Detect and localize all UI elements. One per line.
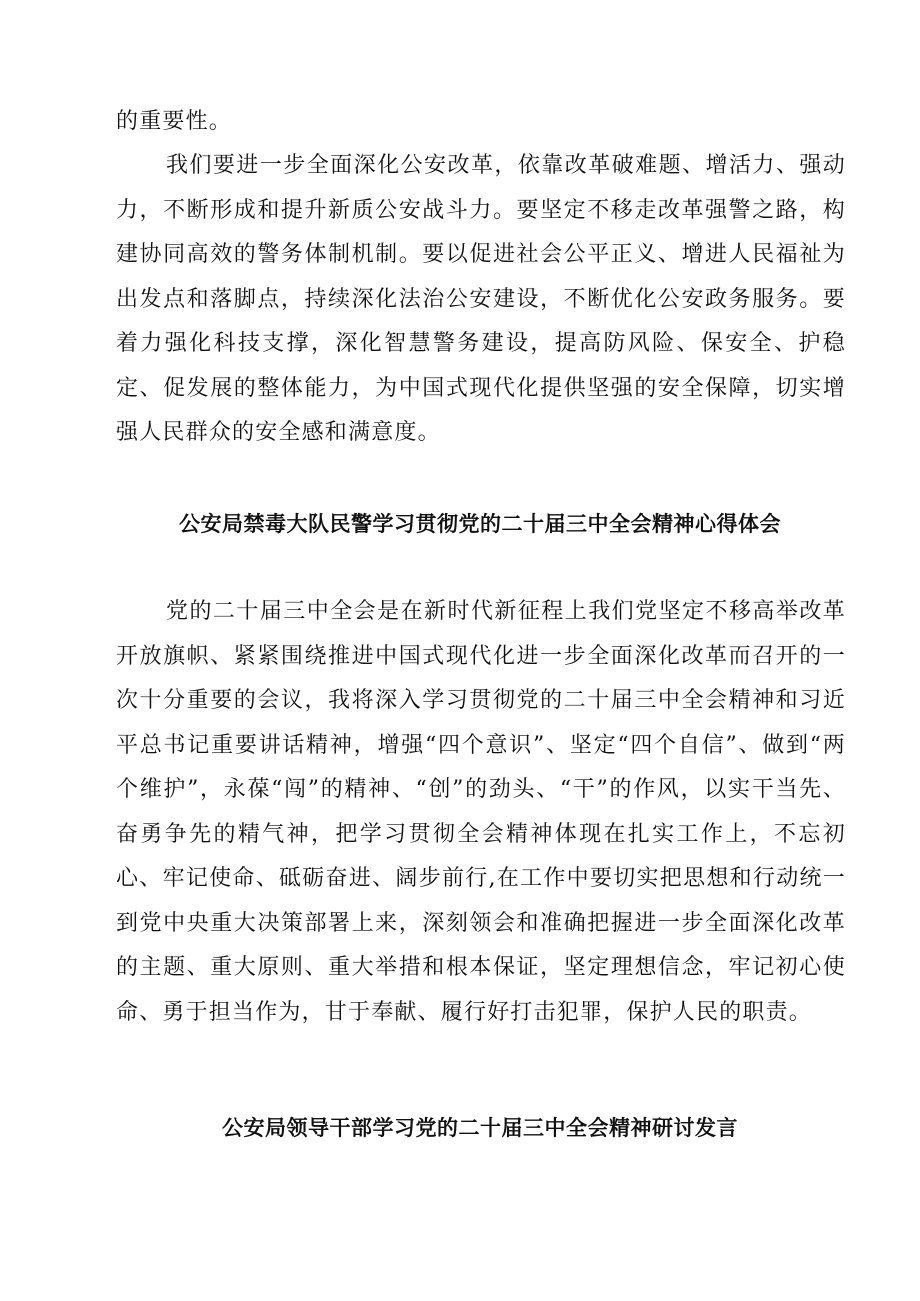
section-heading-leadership: 公安局领导干部学习党的二十届三中全会精神研讨发言 — [222, 1116, 738, 1140]
paragraph-plenum-study: 党的二十届三中全会是在新时代新征程上我们党坚定不移高举改革开放旗帜、紧紧围绕推进中国式现代化进一步全面深化改革而召开的一次十分重要的会议，我将深入学习贯彻党的二十届三中全会精神和习近平总书记重要讲话精神，增强“四个意识”、坚定“四个自信”、做到“两个维护”，永葆“闯”的精神、“创”的劲头、“干”的作风，以实干当先、奋勇争先的精气神，把学习贯彻全会精神体现在扎实工作上，不忘初心、牢记使命、砥砺奋进、阔步前行,在工作中要切实把思想和行动统一到党中央重大决策部署上来，深刻领会和准确把握进一步全面深化改革的主题、重大原则、重大举措和根本保证，坚定理想信念，牢记初心使命、勇于担当作为，甘于奉献、履行好打击犯罪，保护人民的职责。 — [116, 599, 846, 1025]
paragraph-continuation: 的重要性。 — [116, 109, 233, 134]
section-heading-narcotics: 公安局禁毒大队民警学习贯彻党的二十届三中全会精神心得体会 — [179, 512, 781, 536]
paragraph-reform: 我们要进一步全面深化公安改革，依靠改革破难题、增活力、强动力，不断形成和提升新质公安战斗力。要坚定不移走改革强警之路，构建协同高效的警务体制机制。要以促进社会公平正义、增进人民福祉为出发点和落脚点，持续深化法治公安建设，不断优化公安政务服务。要着力强化科技支撑，深化智慧警务建设，提高防风险、保安全、护稳定、促发展的整体能力，为中国式现代化提供坚强的安全保障，切实增强人民群众的安全感和满意度。 — [116, 153, 846, 445]
